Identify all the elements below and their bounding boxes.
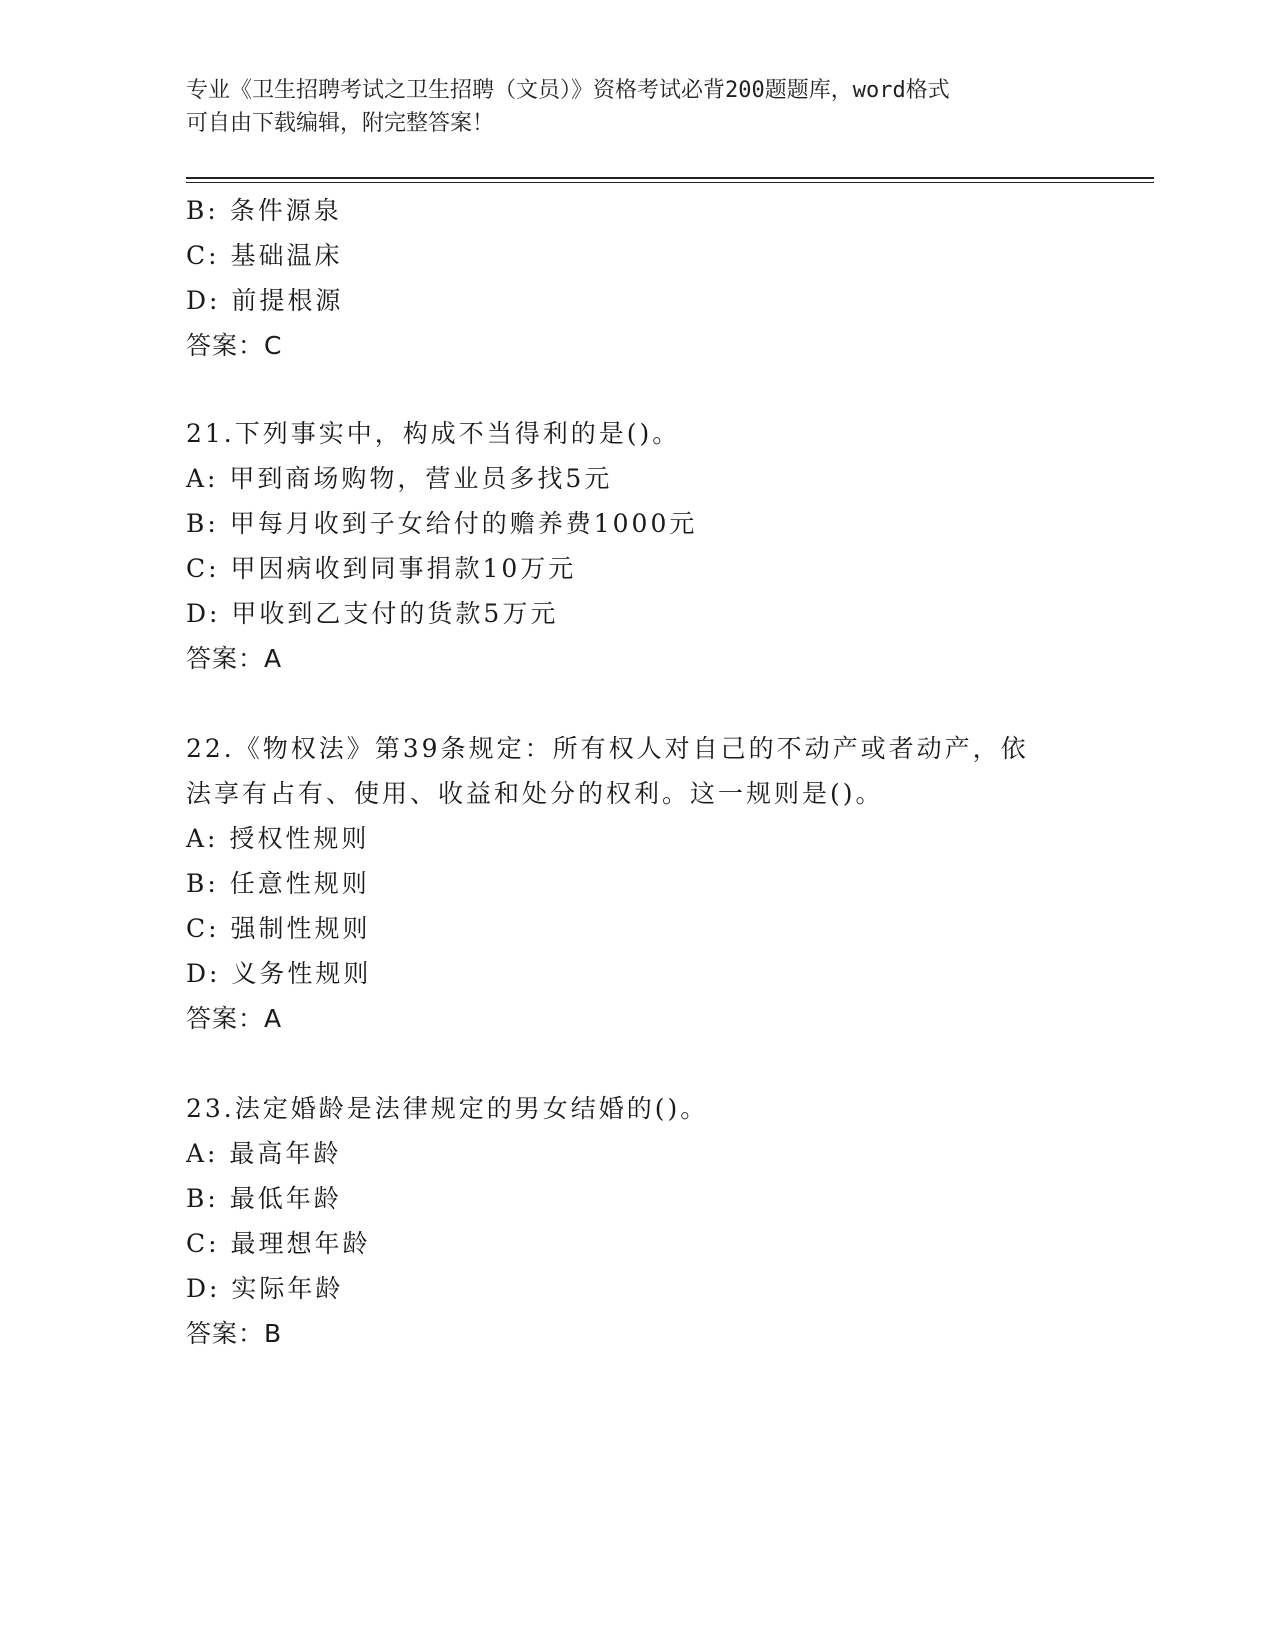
question-23-option-d: D: 实际年龄 bbox=[186, 1274, 344, 1303]
question-23-option-b: B: 最低年龄 bbox=[186, 1184, 342, 1213]
question-21-stem: 21.下列事实中，构成不当得利的是()。 bbox=[186, 419, 681, 448]
question-22-stem-line-2: 法享有占有、使用、收益和处分的权利。这一规则是()。 bbox=[186, 779, 884, 808]
header-divider-thin bbox=[186, 182, 1154, 183]
question-21-answer: 答案：A bbox=[186, 644, 283, 673]
question-23-stem: 23.法定婚龄是法律规定的男女结婚的()。 bbox=[186, 1094, 709, 1123]
carryover-option-b: B: 条件源泉 bbox=[186, 196, 342, 225]
question-23-answer: 答案：B bbox=[186, 1319, 283, 1348]
question-23-option-a: A: 最高年龄 bbox=[186, 1139, 342, 1168]
header-line-2: 可自由下载编辑，附完整答案！ bbox=[186, 111, 495, 136]
question-23-option-c: C: 最理想年龄 bbox=[186, 1229, 371, 1258]
question-22-stem-line-1: 22.《物权法》第39条规定：所有权人对自己的不动产或者动产，依 bbox=[186, 734, 1029, 763]
document-header bbox=[186, 74, 1066, 140]
question-22-option-c: C: 强制性规则 bbox=[186, 914, 371, 943]
carryover-answer: 答案：C bbox=[186, 331, 283, 360]
question-22-option-a: A: 授权性规则 bbox=[186, 824, 370, 853]
question-21-option-c: C: 甲因病收到同事捐款10万元 bbox=[186, 554, 577, 583]
question-22-answer: 答案：A bbox=[186, 1004, 283, 1033]
question-22-option-d: D: 义务性规则 bbox=[186, 959, 372, 988]
question-21-option-a: A: 甲到商场购物，营业员多找5元 bbox=[186, 464, 613, 493]
question-21-option-d: D: 甲收到乙支付的货款5万元 bbox=[186, 599, 559, 628]
question-21-option-b: B: 甲每月收到子女给付的赡养费1000元 bbox=[186, 509, 698, 538]
header-line-1: 专业《卫生招聘考试之卫生招聘（文员）》资格考试必背200题题库，word格式 bbox=[186, 78, 950, 103]
carryover-option-c: C: 基础温床 bbox=[186, 241, 343, 270]
carryover-option-d: D: 前提根源 bbox=[186, 286, 344, 315]
header-divider bbox=[186, 177, 1154, 179]
question-22-option-b: B: 任意性规则 bbox=[186, 869, 370, 898]
